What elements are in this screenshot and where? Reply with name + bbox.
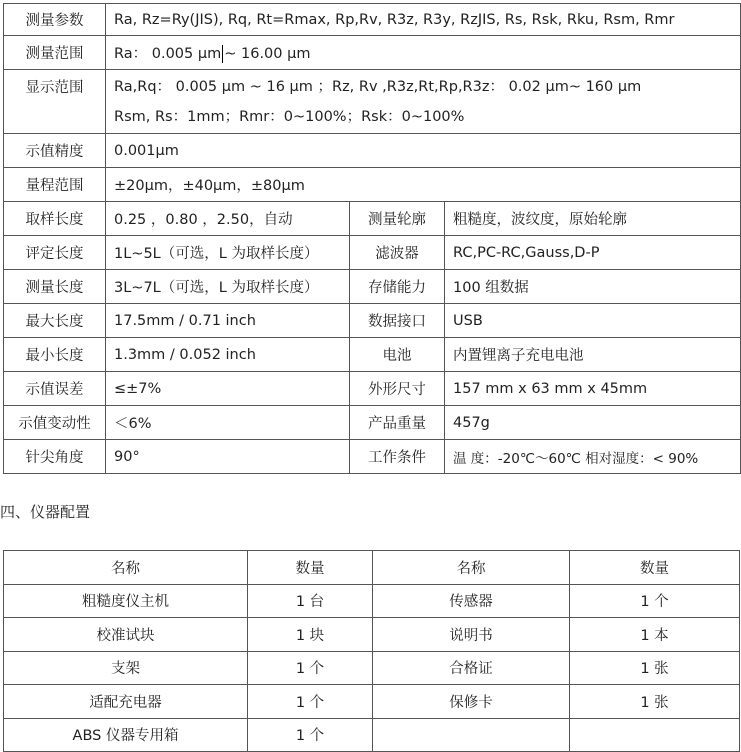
spec-row-range [4, 36, 741, 70]
spec-value: ≤±7% [106, 372, 350, 406]
spec-value: 粗糙度，波纹度，原始轮廓 [445, 202, 741, 236]
spec-label: 测量轮廓 [350, 202, 445, 236]
spec-row [4, 440, 741, 474]
header-name: 名称 [4, 551, 248, 585]
spec-label: 评定长度 [4, 236, 106, 270]
spec-value: USB [445, 304, 741, 338]
resolution-label: 示值精度 [4, 134, 106, 168]
spec-value: 0.25 ，0.80 ，2.50，自动 [106, 202, 350, 236]
item-name: 适配充电器 [4, 685, 248, 719]
params-label: 测量参数 [4, 4, 106, 36]
item-quantity: 1 个 [248, 718, 373, 752]
spec-row-resolution [4, 134, 741, 168]
config-table [3, 550, 740, 752]
spec-row [4, 270, 741, 304]
config-row [4, 685, 740, 719]
config-row [4, 584, 740, 618]
spec-value: 157 mm x 63 mm x 45mm [445, 372, 741, 406]
section-title: 四、仪器配置 [0, 503, 91, 521]
item-name [373, 718, 570, 752]
item-name: 说明书 [373, 618, 570, 652]
display-label: 显示范围 [4, 70, 106, 134]
spec-label: 最大长度 [4, 304, 106, 338]
spec-label: 产品重量 [350, 406, 445, 440]
spec-label: 数据接口 [350, 304, 445, 338]
item-name: 支架 [4, 651, 248, 685]
spec-value: 1L~5L（可选，L 为取样长度） [106, 236, 350, 270]
item-name: 粗糙度仪主机 [4, 584, 248, 618]
spec-value: 90° [106, 440, 350, 474]
item-quantity: 1 张 [570, 651, 740, 685]
item-name: 合格证 [373, 651, 570, 685]
spec-row-display [4, 70, 741, 134]
item-quantity: 1 个 [248, 651, 373, 685]
config-row [4, 651, 740, 685]
spec-label: 外形尺寸 [350, 372, 445, 406]
spec-label: 存储能力 [350, 270, 445, 304]
resolution-value: 0.001μm [106, 134, 741, 168]
item-name: 传感器 [373, 584, 570, 618]
spec-value: 457g [445, 406, 741, 440]
display-value [106, 70, 741, 134]
spec-row [4, 236, 741, 270]
spec-label: 示值变动性 [4, 406, 106, 440]
item-name: ABS 仪器专用箱 [4, 718, 248, 752]
config-header-row [4, 551, 740, 585]
spec-value: RC,PC-RC,Gauss,D-P [445, 236, 741, 270]
spec-label: 取样长度 [4, 202, 106, 236]
params-value: Ra, Rz=Ry(JIS), Rq, Rt=Rmax, Rp,Rv, R3z, R3y, RzJIS, Rs, Rsk, Rku, Rsm, Rmr [106, 4, 741, 36]
item-quantity: 1 本 [570, 618, 740, 652]
header-quantity: 数量 [570, 551, 740, 585]
range-value-end: ~ 16.00 μm [224, 46, 311, 62]
spec-value: 温 度：-20℃～60℃ 相对湿度：< 90% [445, 440, 741, 474]
item-quantity: 1 个 [248, 685, 373, 719]
spec-row [4, 372, 741, 406]
spec-row [4, 406, 741, 440]
spec-value: 3L~7L（可选，L 为取样长度） [106, 270, 350, 304]
spec-row-scale [4, 168, 741, 202]
spec-value: 100 组数据 [445, 270, 741, 304]
spec-label: 最小长度 [4, 338, 106, 372]
spec-row-params [4, 4, 741, 36]
item-quantity [570, 718, 740, 752]
range-value-start: Ra： 0.005 μm [114, 46, 222, 62]
spec-value: 17.5mm / 0.71 inch [106, 304, 350, 338]
spec-value: 1.3mm / 0.052 inch [106, 338, 350, 372]
item-quantity: 1 块 [248, 618, 373, 652]
spec-row [4, 202, 741, 236]
item-quantity: 1 台 [248, 584, 373, 618]
item-quantity: 1 张 [570, 685, 740, 719]
spec-label: 工作条件 [350, 440, 445, 474]
spec-label: 测量长度 [4, 270, 106, 304]
header-quantity: 数量 [248, 551, 373, 585]
range-label: 测量范围 [4, 36, 106, 70]
spec-label: 针尖角度 [4, 440, 106, 474]
spec-label: 示值误差 [4, 372, 106, 406]
spec-label: 滤波器 [350, 236, 445, 270]
item-name: 校准试块 [4, 618, 248, 652]
spec-label: 电池 [350, 338, 445, 372]
config-row [4, 718, 740, 752]
display-line-1: Ra,Rq： 0.005 μm ~ 16 μm ；Rz, Rv ,R3z,Rt,Rp,R3z： 0.02 μm~ 160 μm [114, 78, 642, 95]
item-name: 保修卡 [373, 685, 570, 719]
config-row [4, 618, 740, 652]
spec-row [4, 338, 741, 372]
spec-row [4, 304, 741, 338]
spec-value: ＜6% [106, 406, 350, 440]
spec-table [3, 3, 741, 474]
range-value [106, 36, 741, 70]
scale-label: 量程范围 [4, 168, 106, 202]
item-quantity: 1 个 [570, 584, 740, 618]
scale-value: ±20μm，±40μm，±80μm [106, 168, 741, 202]
spec-value: 内置锂离子充电电池 [445, 338, 741, 372]
header-name: 名称 [373, 551, 570, 585]
display-line-2: Rsm, Rs：1mm；Rmr：0~100%；Rsk：0~100% [114, 108, 465, 125]
